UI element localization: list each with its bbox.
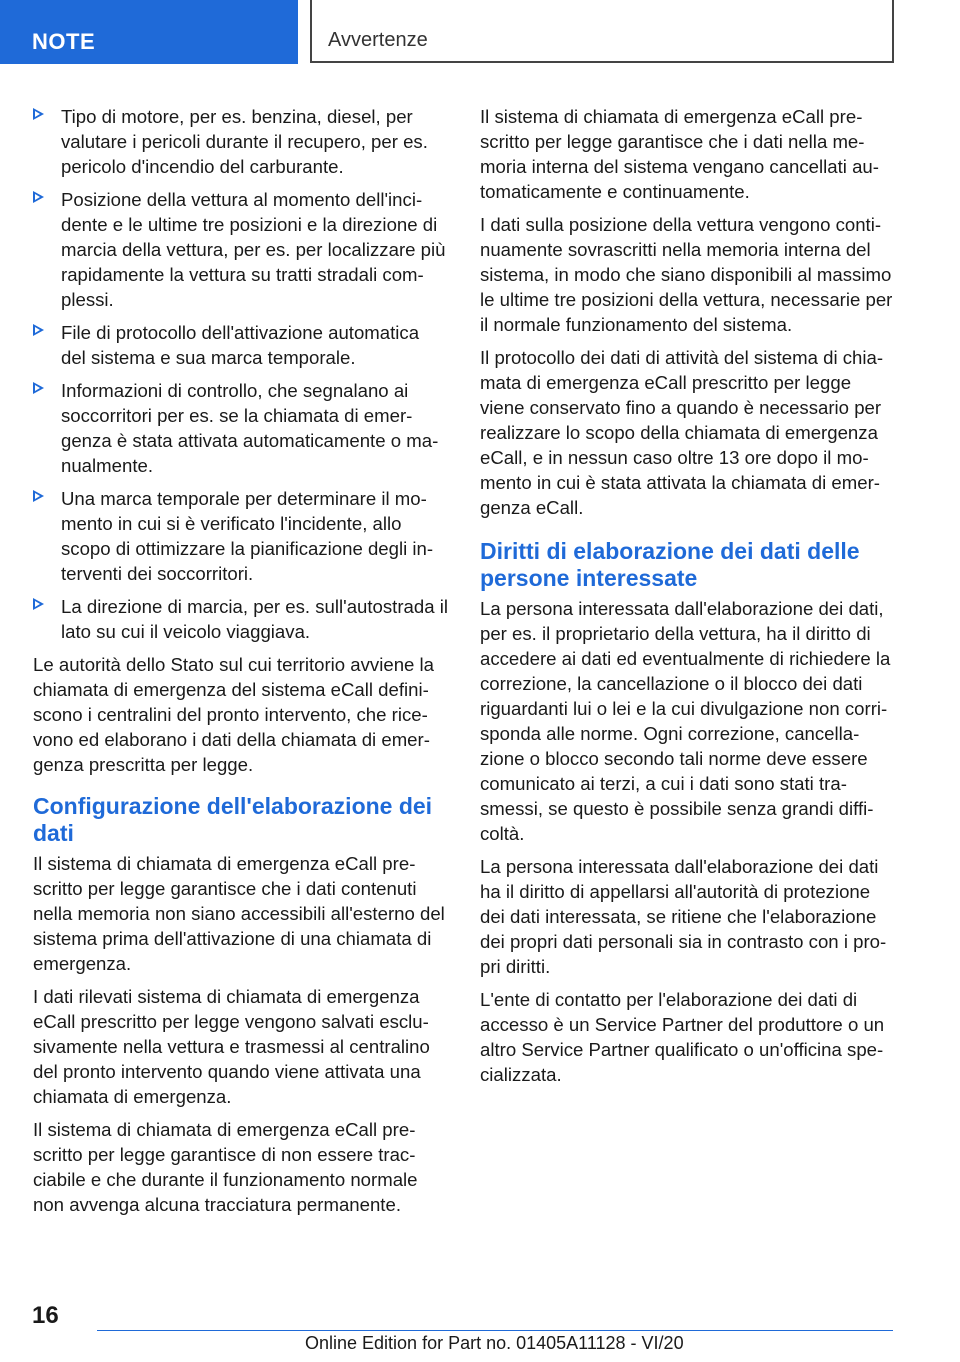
- footer-divider: [97, 1330, 893, 1331]
- paragraph: Le autorità dello Stato sul cui territorio avviene la chiamata di emergenza del sistema eCall definiscono i centralini del pronto intervento, che ricevono ed elaborano i dati della chiamata di emergenza prescritta per legge.: [33, 654, 435, 775]
- paragraph: Il protocollo dei dati di attività del sistema di chiamata di emergenza eCall prescritto per legge viene conservato fino a quando è necessario per realizzare lo scopo della chiamata di emergenza eCall, e in nessun caso oltre 13 ore dopo il momento in cui è stata attivata la chiamata di emergenza eCall.: [480, 347, 884, 518]
- paragraph: La persona interessata dall'elaborazione dei dati ha il diritto di appellarsi all'autorità di protezione dei dati interessata, se ritiene che l'elaborazione dei propri dati personali sia in contrasto con i propri diritti.: [480, 856, 887, 977]
- chapter-title: Avvertenze: [328, 29, 428, 51]
- right-column: [480, 104, 897, 1095]
- list-item-text: File di protocollo dell'attivazione automatica del sistema e sua marca temporale.: [61, 322, 420, 368]
- list-item: [33, 187, 449, 312]
- paragraph: Il sistema di chiamata di emergenza eCall prescritto per legge garantisce di non essere tracciabile e che durante il funzionamento normale non avvenga alcuna tracciatura permanente.: [33, 1119, 418, 1215]
- section-label: NOTE: [32, 29, 96, 54]
- list-item: [33, 320, 449, 370]
- list-item: [33, 486, 449, 586]
- triangle-bullet-icon: [33, 108, 44, 120]
- paragraph: I dati sulla posizione della vettura vengono continuamente sovrascritti nella memoria interna del sistema, in modo che siano disponibili al massimo le ultime tre posizioni della vettura, necessarie per il normale funzionamento del sistema.: [480, 214, 893, 335]
- paragraph: La persona interessata dall'elaborazione dei dati, per es. il proprietario della vettura, ha il diritto di accedere ai dati ed eventualmente di richiedere la correzione, la cancellazione o il blocco dei dati riguardanti lui o lei e la cui divulgazione non corrisponda alle norme. Ogni correzione, cancellazione o blocco secondo tali norme deve essere comunicato ai terzi, a cui i dati sono stati trasmessi, se questo è possibile senza grandi difficoltà.: [480, 598, 891, 844]
- section-tab: [0, 0, 298, 64]
- list-item: [33, 378, 449, 478]
- list-item-text: Posizione della vettura al momento dell'incidente e le ultime tre posizioni e la direzione di marcia della vettura, per es. per localizzare più rapidamente la vettura su tratti stradali complessi.: [61, 189, 446, 310]
- section-heading: Configurazione dell'elaborazione dei dati: [33, 793, 433, 846]
- list-item-text: Una marca temporale per determinare il momento in cui si è verificato l'incidente, allo scopo di ottimizzare la pianificazione degli interventi dei soccorritori.: [61, 488, 434, 584]
- triangle-bullet-icon: [33, 490, 44, 502]
- paragraph: Il sistema di chiamata di emergenza eCall prescritto per legge garantisce che i dati contenuti nella memoria non siano accessibili all'esterno del sistema prima dell'attivazione di una chiamata di emergenza.: [33, 853, 445, 974]
- list-item-text: La direzione di marcia, per es. sull'autostrada il lato su cui il veicolo viaggiava.: [61, 596, 448, 642]
- section-heading: Diritti di elaborazione dei dati delle persone interessate: [480, 538, 860, 591]
- list-item: [33, 594, 449, 644]
- page-number: 16: [32, 1302, 59, 1329]
- triangle-bullet-icon: [33, 382, 44, 394]
- triangle-bullet-icon: [33, 324, 44, 336]
- left-column: [33, 104, 449, 1225]
- triangle-bullet-icon: [33, 191, 44, 203]
- list-item: [33, 104, 449, 179]
- bullet-list: [33, 104, 449, 644]
- paragraph: Il sistema di chiamata di emergenza eCall prescritto per legge garantisce che i dati nella memoria interna del sistema vengano cancellati automaticamente e continuamente.: [480, 106, 879, 202]
- list-item-text: Informazioni di controllo, che segnalano ai soccorritori per es. se la chiamata di emergenza è stata attivata automaticamente o manualmente.: [61, 380, 439, 476]
- paragraph: I dati rilevati sistema di chiamata di emergenza eCall prescritto per legge vengono salvati esclusivamente nella vettura e trasmessi al centralino del pronto intervento quando viene attivata una chiamata di emergenza.: [33, 986, 430, 1107]
- list-item-text: Tipo di motore, per es. benzina, diesel, per valutare i pericoli durante il recupero, per es. pericolo d'incendio del carburante.: [61, 106, 428, 177]
- footer-edition: Online Edition for Part no. 01405A11128 - VI/20: [305, 1333, 684, 1353]
- paragraph: L'ente di contatto per l'elaborazione dei dati di accesso è un Service Partner del produttore o un altro Service Partner qualificato o un'officina specializzata.: [480, 989, 885, 1085]
- triangle-bullet-icon: [33, 598, 44, 610]
- chapter-header: [310, 0, 894, 63]
